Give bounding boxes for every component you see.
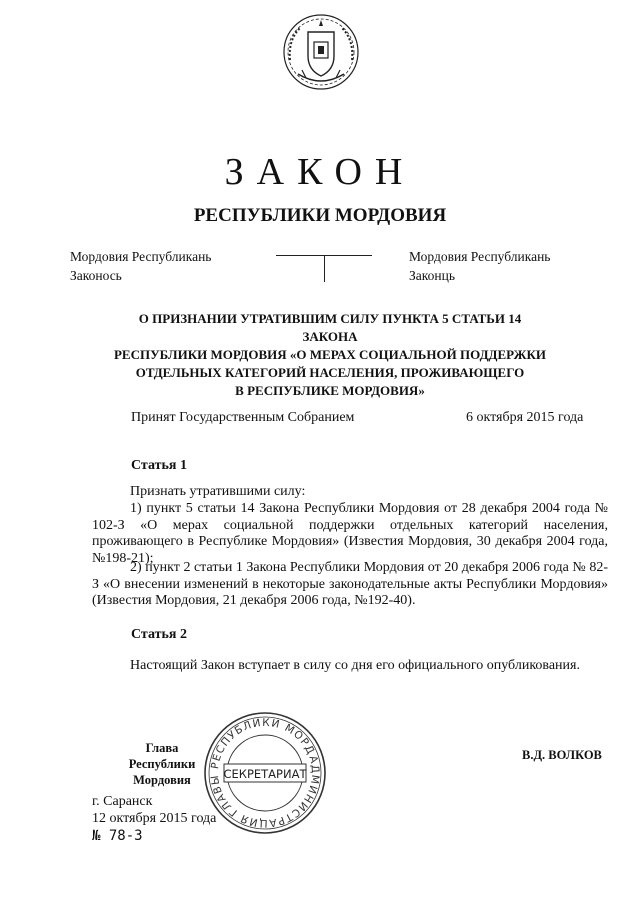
article1-item2: 2) пункт 2 статьи 1 Закона Республики Мордовия от 20 декабря 2006 года № 82-З «О внесении изменений в некоторые законодательные акты Республики Мордовия» (Известия Мордовия, 21 декабря 2006 года, №192-40).: [92, 560, 608, 608]
law-heading-line2: РЕСПУБЛИКИ МОРДОВИЯ «О МЕРАХ СОЦИАЛЬНОЙ ПОДДЕРЖКИ: [113, 347, 546, 362]
law-heading-line1: О ПРИЗНАНИИ УТРАТИВШИМ СИЛУ ПУНКТА 5 СТАТЬИ 14 ЗАКОНА: [138, 311, 522, 344]
left-header-line1: Мордовия Республикань: [70, 249, 212, 264]
header-divider-vertical: [324, 255, 325, 282]
signatory-position-line1: Глава: [145, 741, 179, 755]
right-header-line2: Законць: [409, 268, 455, 283]
article2-text: Настоящий Закон вступает в силу со дня его официального опубликования.: [130, 658, 580, 673]
signing-date: 12 октября 2015 года: [92, 811, 217, 826]
law-number: № 78-З: [92, 828, 143, 844]
right-header-line1: Мордовия Республикань: [409, 249, 551, 264]
law-heading-line4: В РЕСПУБЛИКЕ МОРДОВИЯ»: [235, 383, 425, 398]
article1-intro: Признать утратившими силу:: [130, 484, 306, 499]
stamp-ring-text: АДМИНИСТРАЦИЯ ГЛАВЫ РЕСПУБЛИКИ МОРДОВИЯ: [208, 716, 322, 830]
article2-title: Статья 2: [131, 627, 187, 642]
right-header: [409, 247, 550, 285]
coat-of-arms-emblem: [282, 12, 360, 92]
place-city: г. Саранск: [92, 794, 153, 809]
signatory-name: В.Д. ВОЛКОВ: [522, 748, 602, 762]
signatory-position-line2: Республики Мордовия: [128, 757, 196, 787]
left-header-line2: Законось: [70, 268, 122, 283]
law-heading: [110, 310, 550, 400]
article1-item1: 1) пункт 5 статьи 14 Закона Республики Мордовия от 28 декабря 2004 года № 102-З «О мерах социальной поддержки отдельных категорий населения, проживающего в Республике Мордовия» (Известия Мордовия, 30 декабря 2004 года, №198-21);: [92, 501, 608, 566]
article1-title: Статья 1: [131, 458, 187, 473]
stamp-center-text: СЕКРЕТАРИАТ: [223, 767, 307, 781]
law-heading-line3: ОТДЕЛЬНЫХ КАТЕГОРИЙ НАСЕЛЕНИЯ, ПРОЖИВАЮЩЕГО: [135, 365, 525, 380]
left-header: [70, 247, 211, 285]
secretariat-stamp: [200, 708, 330, 838]
document-subtitle: РЕСПУБЛИКИ МОРДОВИЯ: [193, 205, 447, 226]
adopted-date: 6 октября 2015 года: [466, 410, 584, 425]
document-title: ЗАКОН: [224, 151, 416, 193]
adopted-by: Принят Государственным Собранием: [131, 410, 355, 425]
